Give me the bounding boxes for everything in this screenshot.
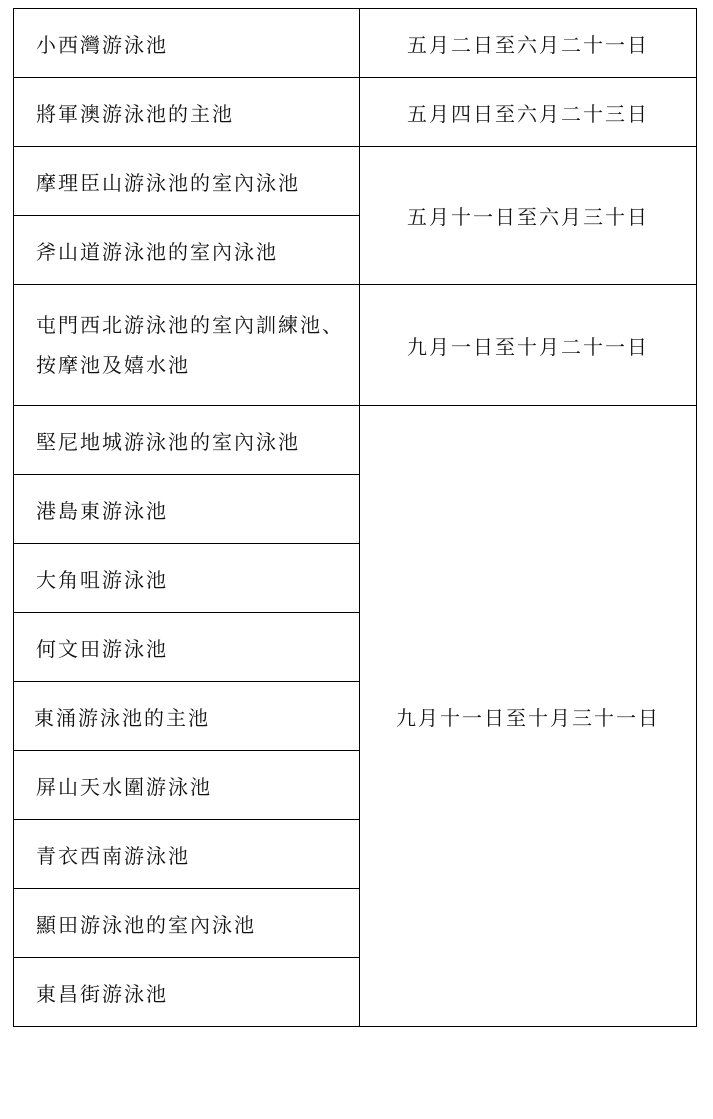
pool-name-cell: 何文田游泳池 bbox=[14, 613, 360, 682]
pool-name-cell: 東涌游泳池的主池 bbox=[14, 682, 360, 751]
table-row bbox=[14, 285, 697, 406]
pool-name-cell: 斧山道游泳池的室內泳池 bbox=[14, 216, 360, 285]
pool-name-cell: 將軍澳游泳池的主池 bbox=[14, 78, 360, 147]
table-row bbox=[14, 147, 697, 216]
closure-period-cell: 九月十一日至十月三十一日 bbox=[360, 406, 697, 1027]
closure-period-cell: 五月四日至六月二十三日 bbox=[360, 78, 697, 147]
table-row bbox=[14, 9, 697, 78]
pool-closure-table bbox=[13, 8, 697, 1027]
pool-name-cell: 東昌街游泳池 bbox=[14, 958, 360, 1027]
pool-name-cell: 摩理臣山游泳池的室內泳池 bbox=[14, 147, 360, 216]
closure-period-cell: 九月一日至十月二十一日 bbox=[360, 285, 697, 406]
table-row bbox=[14, 406, 697, 475]
closure-period-cell: 五月十一日至六月三十日 bbox=[360, 147, 697, 285]
pool-name-cell: 青衣西南游泳池 bbox=[14, 820, 360, 889]
pool-name-cell: 小西灣游泳池 bbox=[14, 9, 360, 78]
table-row bbox=[14, 78, 697, 147]
pool-name-cell: 屯門西北游泳池的室內訓練池、按摩池及嬉水池 bbox=[14, 285, 360, 406]
pool-name-cell: 堅尼地城游泳池的室內泳池 bbox=[14, 406, 360, 475]
pool-name-cell: 大角咀游泳池 bbox=[14, 544, 360, 613]
pool-name-cell: 屏山天水圍游泳池 bbox=[14, 751, 360, 820]
pool-name-cell: 顯田游泳池的室內泳池 bbox=[14, 889, 360, 958]
closure-period-cell: 五月二日至六月二十一日 bbox=[360, 9, 697, 78]
pool-name-cell: 港島東游泳池 bbox=[14, 475, 360, 544]
